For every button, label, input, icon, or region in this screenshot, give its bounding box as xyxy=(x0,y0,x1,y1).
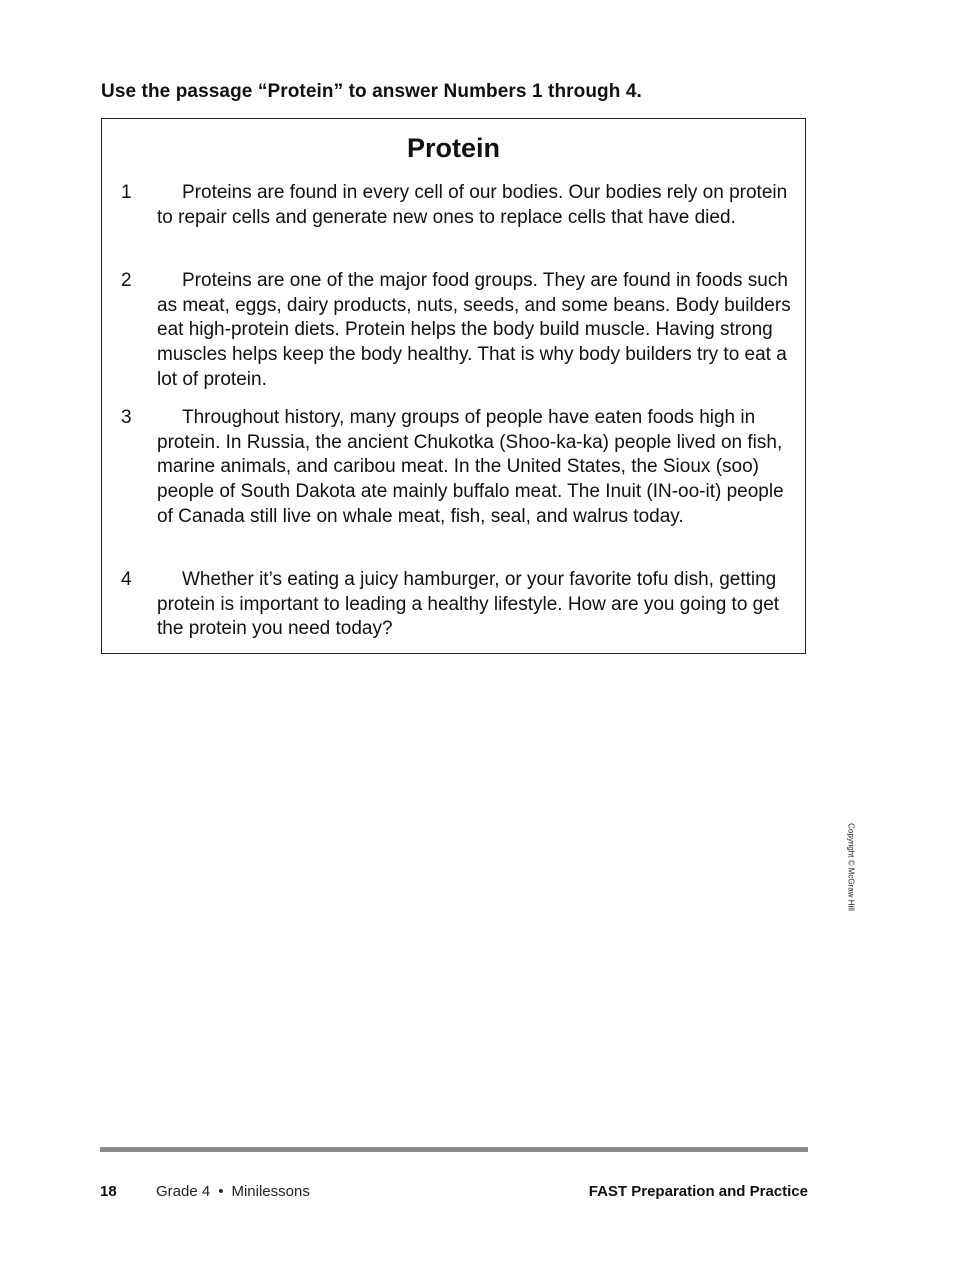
paragraph-text: Proteins are one of the major food groups. They are found in foods such as meat, eggs, dairy products, nuts, seeds, and some beans. Body builders eat high-protein diets. Protein helps the body build muscle. Having strong muscles helps keep the body healthy. That is why body builders try to eat a lot of protein. xyxy=(157,270,791,390)
footer-title: FAST Preparation and Practice xyxy=(588,1183,808,1200)
paragraph-number: 2 xyxy=(121,270,132,291)
paragraph-text: Proteins are found in every cell of our bodies. Our bodies rely on protein to repair cells and generate new ones to replace cells that have died. xyxy=(157,182,788,228)
paragraph-text: Throughout history, many groups of people have eaten foods high in protein. In Russia, the ancient Chukotka (Shoo-ka-ka) people lived on fish, marine animals, and caribou meat. In the United States, the Sioux (soo) people of South Dakota ate mainly buffalo meat. The Inuit (IN-oo-it) people of Canada still live on whale meat, fish, seal, and walrus today. xyxy=(157,407,784,527)
passage-title: Protein xyxy=(406,133,500,163)
bullet-separator: • xyxy=(218,1183,224,1200)
passage-box xyxy=(101,118,806,654)
paragraph-number: 4 xyxy=(121,569,132,590)
grade-label xyxy=(156,1183,310,1200)
paragraph-4 xyxy=(102,568,792,642)
section-text: Minilessons xyxy=(231,1183,310,1200)
paragraph-3 xyxy=(102,406,792,530)
paragraph-number: 3 xyxy=(121,407,132,428)
paragraph-number: 1 xyxy=(121,182,132,203)
paragraph-1 xyxy=(102,181,792,230)
footer-divider xyxy=(100,1147,808,1152)
page-number: 18 xyxy=(100,1183,117,1200)
paragraph-text: Whether it’s eating a juicy hamburger, or your favorite tofu dish, getting protein is important to leading a healthy lifestyle. How are you going to get the protein you need today? xyxy=(157,569,780,640)
copyright-notice: Copyright © McGraw Hill xyxy=(846,823,856,911)
grade-text: Grade 4 xyxy=(156,1183,211,1200)
paragraph-2 xyxy=(102,269,792,393)
instruction-text: Use the passage “Protein” to answer Numbers 1 through 4. xyxy=(101,81,642,102)
